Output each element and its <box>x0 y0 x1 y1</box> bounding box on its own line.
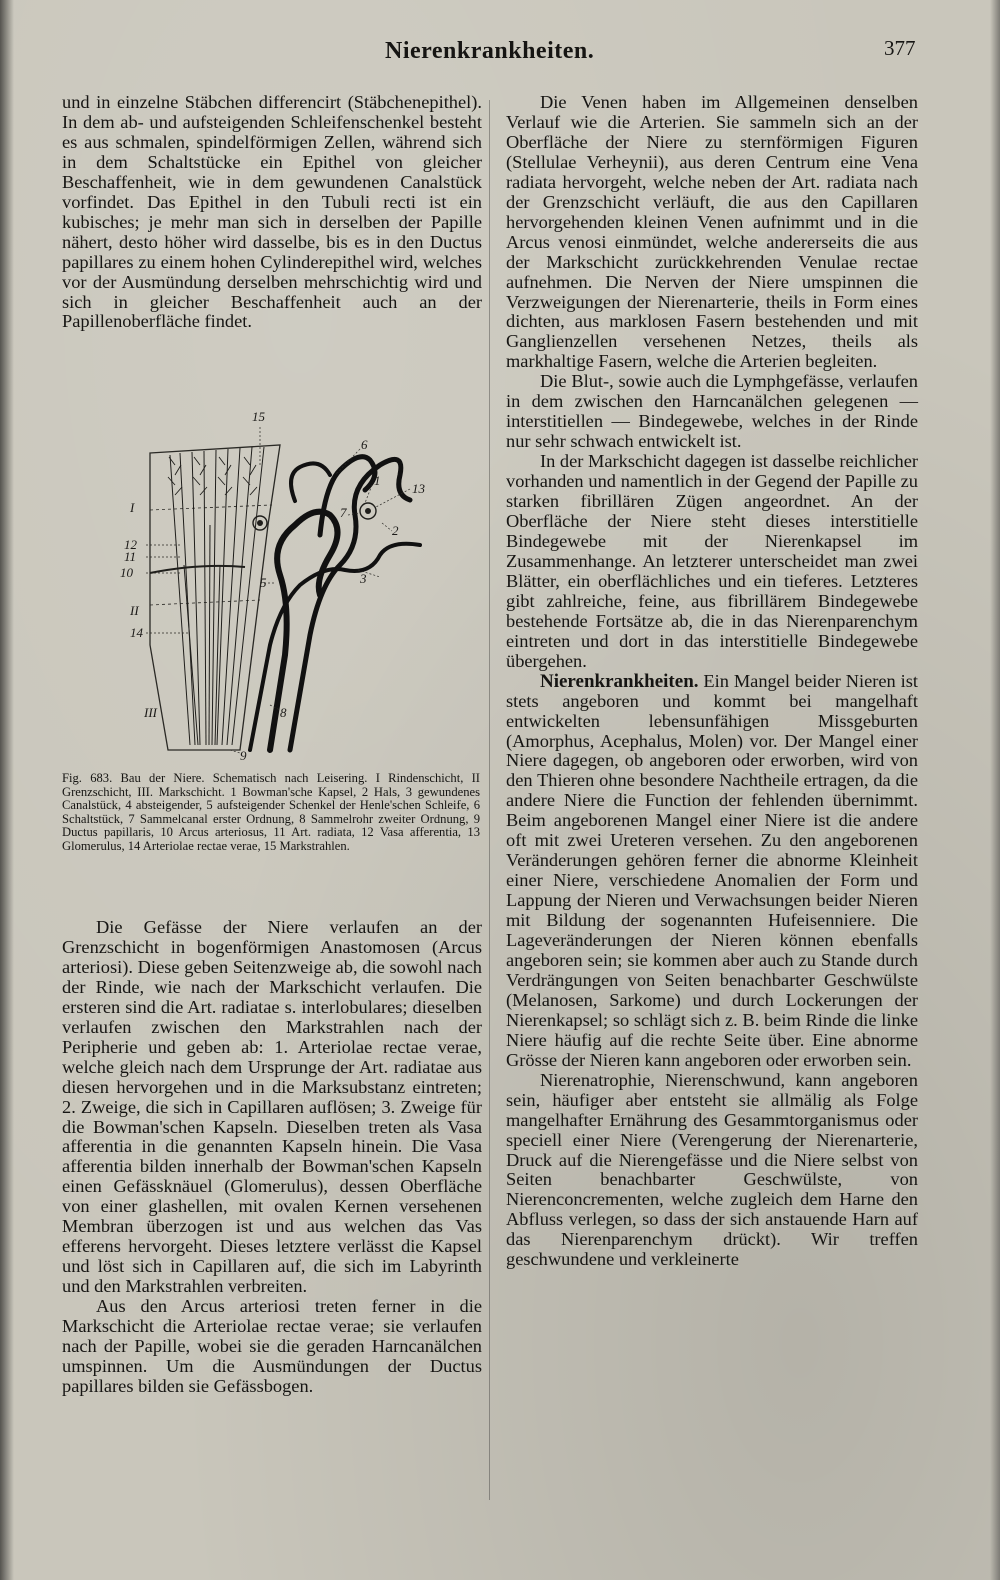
paragraph-atrophie: Nierenatrophie, Nierenschwund, kann angeboren sein, häufiger aber entsteht sie allmälig als Folge mangelhafter Ernährung des Gesammtorganismus oder speciell einer Niere (Verengerung der Nierenarterie, Druck auf die Nierengefässe und die Niere selbst von Seiten benachbarter Geschwülste, von Nierenconcrementen, welche zugleich dem Harne den Abfluss verlegen, so dass der sich anstauende Harn auf das Nierenparenchym drückt). Wir treffen geschwundene und verkleinerte <box>506 1069 918 1270</box>
figure-label-11: 11 <box>124 549 137 564</box>
paragraph-mangel: Ein Mangel beider Nieren ist stets angeboren und kommt bei mangelhaft entwickelten lebensunfähigen Missgeburten (Amorphus, Acephalus, Molen) vor. Der Mangel einer Niere dagegen, ob angeboren oder erworben, wird von den Thieren ohne besondere Nachtheile ertragen, da die andere Niere die Function der fehlenden übernimmt. Beim angeborenen Mangel einer Niere ist die andere oft mit zwei Ureteren versehen. Zu den angeborenen Veränderungen gehören ferner die abnorme Kleinheit einer Niere, verschiedene Anomalien der Form und Lappung der Nieren und Verwachsungen beider Nieren mit Bildung der sogenannten Hufeisenniere. Die Lageveränderungen der Nieren können ebenfalls angeboren sein; sie kommen aber auch zu Stande durch Verdrängungen von Seiten benachbarter Geschwülste (Melanosen, Sarkome) und durch Lockerungen der Nierenkapsel; so schlägt sich z. B. beim Rinde die linke Niere häufig auf die rechte Seite über. Eine abnorme Grösse der Nieren kann angeboren oder erworben sein. <box>506 670 918 1070</box>
paragraph-venen: Die Venen haben im Allgemeinen denselben Verlauf wie die Arterien. Sie sammeln sich an der Oberfläche der Niere zu sternförmigen Figuren (Stellulae Verheynii), aus deren Centrum eine Vena radiata hervorgeht, welche neben der Art. radiata nach der Grenzschicht verläuft, die aus den Capillaren hervorgehenden kleinen Venen aufnimmt und in die Arcus venosi einmündet, welche andererseits die aus der Markschicht zurückkehrenden Venulae rectae aufnehmen. Die Nerven der Niere umspinnen die Verzweigungen der Nierenarterie, theils in Form eines dichten, aus marklosen Fasern bestehenden und mit Ganglienzellen versehenen Netzes, theils als markhaltige Fasern, welche die Arterien begleiten. <box>506 92 918 372</box>
left-column-bottom <box>62 918 482 1397</box>
figure-roman-II: II <box>130 603 139 618</box>
figure-roman-I: I <box>130 500 135 515</box>
paragraph-arcus: Aus den Arcus arteriosi treten ferner in die Markschicht die Arteriolae rectae verae; sie verlaufen nach der Papille, wobei sie die geraden Harncanälchen umspinnen. Um die Ausmündungen der Ductus papillares bilden sie Gefässbogen. <box>62 1296 482 1396</box>
figure-label-5: 5 <box>260 575 267 590</box>
kidney-figure <box>120 405 450 770</box>
paragraph-gefaesse: Die Gefässe der Niere verlaufen an der Grenzschicht in bogenförmigen Anastomosen (Arcus arteriosi). Diese geben Seitenzweige ab, die sowohl nach der Rinde, wie nach der Markschicht verlaufen. Die ersteren sind die Art. radiatae s. interlobulares; dieselben verlaufen zwischen den Markstrahlen nach der Peripherie und geben ab: 1. Arteriolae rectae verae, welche gleich nach dem Ursprunge der Art. radiatae aus diesen hervorgehen und in die Marksubstanz eintreten; 2. Zweige, die sich in Capillaren auflösen; 3. Zweige für die Bowman'schen Kapseln. Dieselben treten als Vasa afferentia in die genannten Kapseln hinein. Die Vasa afferentia bilden innerhalb der Bowman'schen Kapseln einen Gefässknäuel (Glomerulus), dessen Oberfläche von einer glashellen, mit ovalen Kernen versehenen Membran überzogen ist und aus welchen das Vas efferens hervorgeht. Dieses letztere verlässt die Kapsel und löst sich in Capillaren auf, die sich im Labyrinth und den Markstrahlen verbreiten. <box>62 917 482 1297</box>
markstrahlen-lines <box>170 447 264 745</box>
tubule-loop-4 <box>320 457 375 535</box>
page-shadow-left <box>0 0 14 1580</box>
figure-label-8: 8 <box>280 705 287 720</box>
paragraph-nierenkrankheiten <box>506 672 918 1071</box>
left-column-top <box>62 93 482 332</box>
paragraph-markschicht: In der Markschicht dagegen ist dasselbe reichlicher vorhanden und namentlich in der Gegend der Papille zu starken fibrillären Zügen angeordnet. An der Oberfläche der Niere steht dieses interstitielle Bindegewebe mit der Nierenkapsel im Zusammenhange. An letzterer unterscheidet man zwei Blätter, ein oberflächliches und ein tieferes. Letzteres gibt zahlreiche, feine, aus fibrillärem Bindegewebe bestehende Fortsätze ab, die in das Nierenparenchym eintreten und dort in das interstitielle Bindegewebe übergehen. <box>506 451 918 671</box>
figure-label-9: 9 <box>240 748 247 763</box>
running-head-title: Nierenkrankheiten. <box>385 38 595 64</box>
page-shadow-right <box>990 0 1000 1580</box>
page-number: 377 <box>884 36 916 60</box>
figure-label-7: 7 <box>340 505 347 520</box>
figure-caption: Fig. 683. Bau der Niere. Schematisch nach Leisering. I Rindenschicht, II Grenzschicht, III. Markschicht. 1 Bowman'sche Kapsel, 2 Hals, 3 gewundenes Canalstück, 4 absteigender, 5 aufsteigender Schenkel der Henle'schen Schleife, 6 Schaltstück, 7 Sammelcanal erster Ordnung, 8 Sammelrohr zweiter Ordnung, 9 Ductus papillaris, 10 Arcus arteriosus, 11 Art. radiata, 12 Vasa afferentia, 13 Glomerulus, 14 Arteriolae rectae verae, 15 Markstrahlen. <box>62 771 480 853</box>
arcus-arteriosus <box>150 566 245 573</box>
figure-label-1: 1 <box>374 473 381 488</box>
figure-label-2: 2 <box>392 523 399 538</box>
figure-label-15: 15 <box>252 409 265 424</box>
column-divider <box>489 100 490 1500</box>
layer-line-1 <box>150 505 272 510</box>
tubule-loop-5 <box>291 463 330 501</box>
figure-label-13: 13 <box>412 481 425 496</box>
paragraph-lymphgefaesse: Die Blut-, sowie auch die Lymphgefässe, verlaufen in dem zwischen den Harncanälchen gelegenen — interstitiellen — Bindegewebe, welches in der Rinde nur sehr schwach entwickelt ist. <box>506 371 918 452</box>
paragraph-epithel: und in einzelne Stäbchen differencirt (Stäbchenepithel). In dem ab- und aufsteigenden Schleifenschenkel besteht es aus schmalen, spindelförmigen Zellen, während sich in dem Schaltstücke ein Epithel von gleicher Beschaffenheit, wie in dem gewundenen Canalstück vorfindet. Das Epithel in den Tubuli recti ist ein kubisches; je mehr man sich in derselben der Papille nähert, desto höher wird dasselbe, bis es in den Ductus papillares zu einem hohen Cylinderepithel wird, welches vor der Ausmündung derselben mehrschichtig wird und sich in gleicher Beschaffenheit auch an der Papillenoberfläche findet. <box>62 92 482 332</box>
section-heading: Nierenkrankheiten. <box>540 670 699 692</box>
tubule-loop-2 <box>290 459 410 750</box>
figure-label-6: 6 <box>361 437 368 452</box>
figure-label-12: 12 <box>124 537 137 552</box>
right-column <box>506 93 918 1270</box>
figure-label-10: 10 <box>120 565 133 580</box>
figure-label-14: 14 <box>130 625 143 640</box>
figure-label-3: 3 <box>360 571 367 586</box>
figure-roman-III: III <box>144 705 157 720</box>
